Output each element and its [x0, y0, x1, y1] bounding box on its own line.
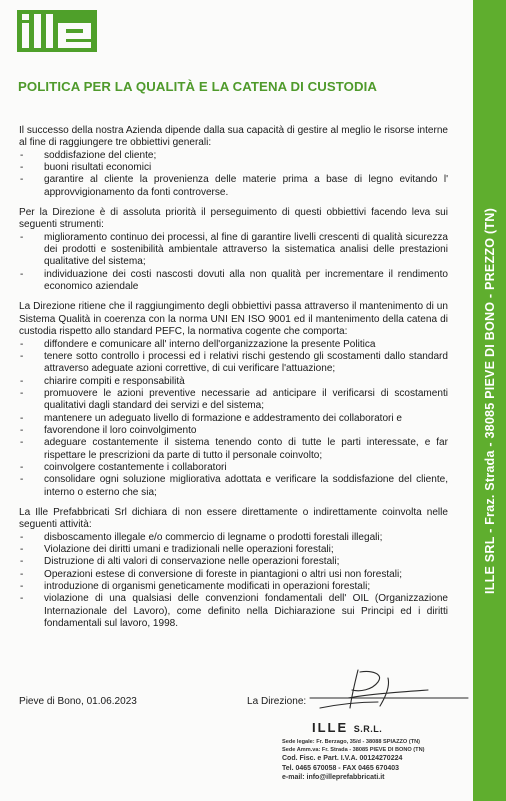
list-item: - individuazione dei costi nascosti dovuti alla non qualità per incrementare il rendimento economico aziendale: [19, 269, 448, 294]
list-item: - coinvolgere costantemente i collaboratori: [19, 462, 448, 474]
actions-list: [19, 339, 448, 499]
list-item: - consolidare ogni soluzione migliorativa adottata e verificare la soddisfazione del cliente, interno o esterno che sia;: [19, 474, 448, 499]
goals-list: [19, 150, 448, 199]
stamp-line: e-mail: info@illeprefabbricati.it: [282, 774, 385, 782]
document-body: [19, 125, 448, 630]
company-suffix: S.R.L.: [353, 724, 383, 734]
declaration-paragraph: La Ille Prefabbricati Srl dichiara di non essere direttamente o indirettamente coinvolta nelle seguenti attività:: [19, 506, 448, 531]
stamp-line: Cod. Fisc. e Part. I.V.A. 00124270224: [282, 755, 403, 762]
ille-logo: [17, 10, 97, 52]
list-item: - miglioramento continuo dei processi, al fine di garantire livelli crescenti di qualità sicurezza dei prodotti e sostenibilità ambientale attraverso la sistematica analisi delle prestazioni qualitative del sistema;: [19, 232, 448, 269]
stamp-line: Sede Amm.va: Fr. Strada - 38085 PIEVE DI BONO (TN): [282, 746, 425, 753]
list-item: - tenere sotto controllo i processi ed i relativi rischi gestendo gli scostamenti dallo standard attraverso adeguate azioni correttive, di cui verificare l'attuazione;: [19, 351, 448, 376]
stamp-line: Tel. 0465 670058 - FAX 0465 670403: [282, 764, 400, 772]
list-item: - Distruzione di alti valori di conservazione nelle operazioni forestali;: [19, 556, 448, 568]
list-item: - favorendone il loro coinvolgimento: [19, 425, 448, 437]
place-date: Pieve di Bono, 01.06.2023: [19, 696, 137, 707]
direction-label: La Direzione:: [247, 696, 307, 707]
list-item: - chiarire compiti e responsabilità: [19, 376, 448, 388]
activities-list: [19, 532, 448, 631]
list-item: - Violazione dei diritti umani e tradizionali nelle operazioni forestali;: [19, 544, 448, 556]
list-item: - soddisfazione del cliente;: [19, 150, 448, 162]
intro-paragraph: Il successo della nostra Azienda dipende dalla sua capacità di gestire al meglio le risorse interne al fine di raggiungere tre obbiettivi generali:: [19, 125, 448, 149]
company-name: ILLE: [312, 720, 349, 735]
signature: [300, 668, 470, 716]
green-side-band: [473, 0, 506, 801]
list-item: - buoni risultati economici: [19, 162, 448, 174]
list-item: - garantire al cliente la provenienza delle materie prima a base di legno evitando l' approvvigionamento da fonti controverse.: [19, 174, 448, 199]
list-item: - promuovere le azioni preventive necessarie ad anticipare il verificarsi di scostamenti qualitativi dagli standard dei servizi e del sistema;: [19, 388, 448, 413]
company-stamp-name: [312, 720, 382, 735]
list-item: - introduzione di organismi geneticamente modificati in operazioni forestali;: [19, 581, 448, 593]
list-item: - violazione di una qualsiasi delle convenzioni fondamentali dell' OIL (Organizzazione Internazionale del Lavoro), come definito nella Dichiarazione sui Principi ed i diritti fondamentali sul lavoro, 1998.: [19, 593, 448, 630]
list-item: - mantenere un adeguato livello di formazione e addestramento dei collaboratori e: [19, 413, 448, 425]
list-item: - diffondere e comunicare all' interno dell'organizzazione la presente Politica: [19, 339, 448, 351]
list-item: - disboscamento illegale e/o commercio di legname o prodotti forestali illegali;: [19, 532, 448, 544]
system-paragraph: La Direzione ritiene che il raggiungimento degli obbiettivi passa attraverso il mantenimento di un Sistema Qualità in coerenza con la norma UNI EN ISO 9001 ed il mantenimento della catena di custodia rispetto allo standard PEFC, la normativa cogente che comporta:: [19, 301, 448, 338]
stamp-line: Sede legale: Fr. Berzago, 35/d - 38088 SPIAZZO (TN): [282, 739, 421, 745]
list-item: - adeguare costantemente il sistema tenendo conto di tutte le parti interessate, e far rispettare le prescrizioni da parte di tutto il personale coinvolto;: [19, 437, 448, 462]
page-title: POLITICA PER LA QUALITÀ E LA CATENA DI CUSTODIA: [18, 79, 378, 94]
company-stamp: [282, 739, 462, 783]
sidebar-address: ILLE SRL - Fraz. Strada - 38085 PIEVE DI BONO - PREZZO (TN): [482, 207, 497, 594]
tools-list: [19, 232, 448, 294]
priority-paragraph: Per la Direzione è di assoluta priorità il perseguimento di questi obbiettivi facendo leva sui seguenti strumenti:: [19, 207, 448, 231]
list-item: - Operazioni estese di conversione di foreste in piantagioni o altri usi non forestali;: [19, 569, 448, 581]
